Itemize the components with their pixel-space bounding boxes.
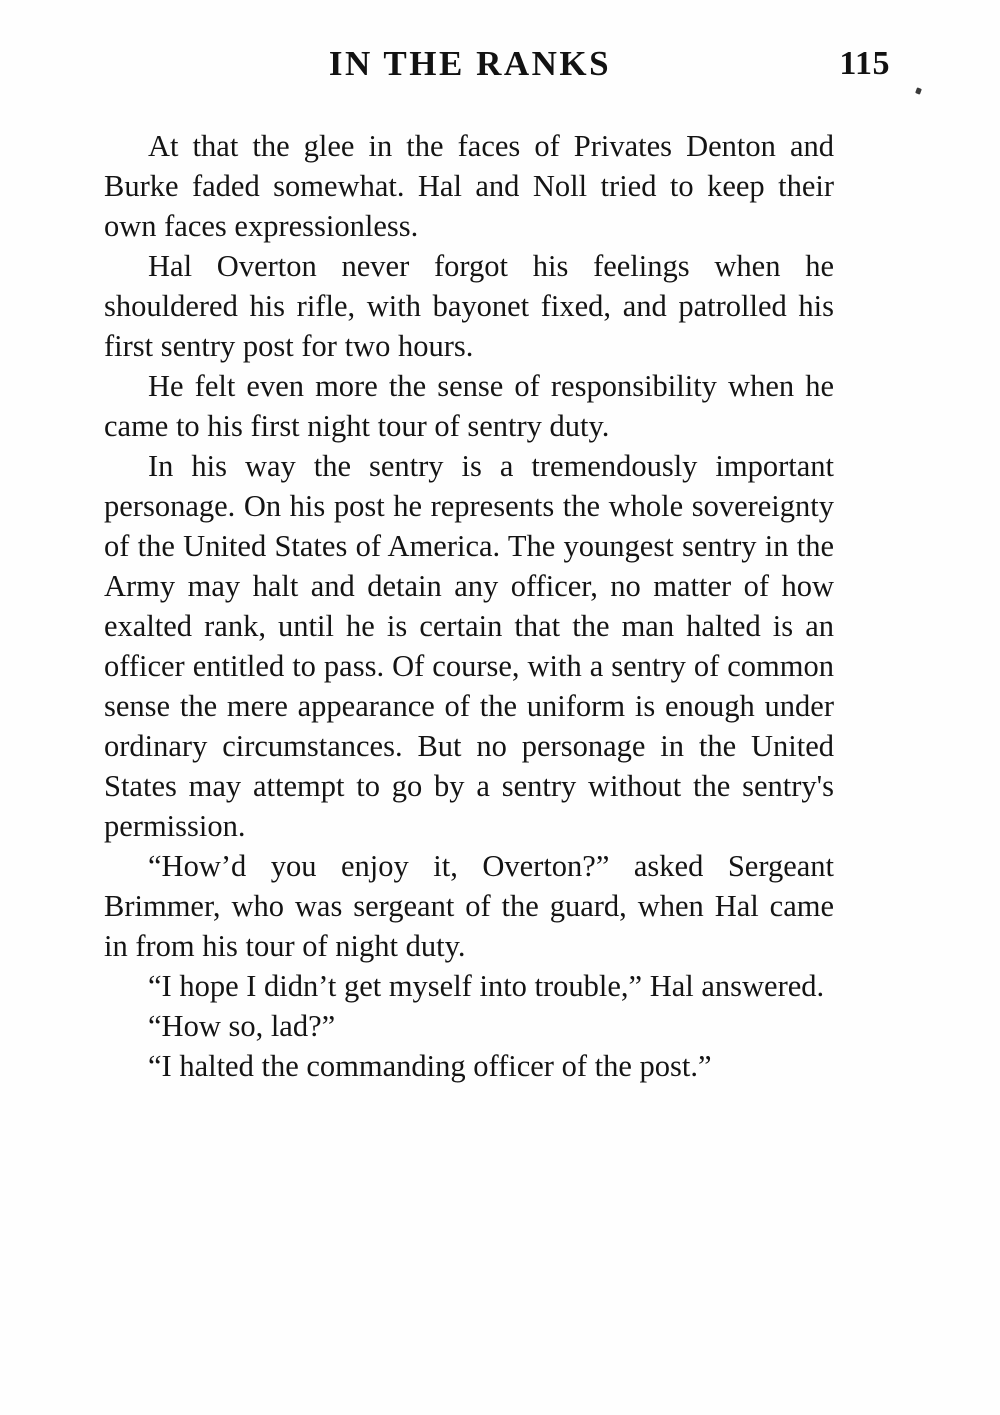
page-body	[104, 126, 834, 1086]
paragraph: “How so, lad?”	[148, 1009, 336, 1043]
paragraph: “I hope I didn’t get myself into trouble,” Hal answered.	[148, 969, 825, 1003]
paragraph: Hal Overton never forgot his feelings when he shouldered his rifle, with bayonet fixed, and patrolled his first sentry post for two hours.	[104, 249, 834, 363]
paragraph: “I halted the commanding officer of the post.”	[148, 1049, 712, 1083]
paragraph: “How’d you enjoy it, Overton?” asked Sergeant Brimmer, who was sergeant of the guard, when Hal came in from his tour of night duty.	[104, 849, 834, 963]
running-title: IN THE RANKS	[328, 44, 612, 83]
page-number: 115	[839, 45, 890, 82]
page-header	[100, 44, 890, 88]
paragraph: He felt even more the sense of responsibility when he came to his first night tour of sentry duty.	[104, 369, 834, 443]
paragraph: At that the glee in the faces of Privates Denton and Burke faded somewhat. Hal and Noll tried to keep their own faces expressionless.	[104, 129, 834, 243]
paragraph: In his way the sentry is a tremendously important personage. On his post he represents the whole sovereignty of the United States of America. The youngest sentry in the Army may halt and detain any officer, no matter of how exalted rank, until he is certain that the man halted is an officer entitled to pass. Of course, with a sentry of common sense the mere appearance of the uniform is enough under ordinary circumstances. But no personage in the United States may attempt to go by a sentry without the sentry's permission.	[104, 449, 834, 843]
ink-speck	[915, 87, 922, 94]
